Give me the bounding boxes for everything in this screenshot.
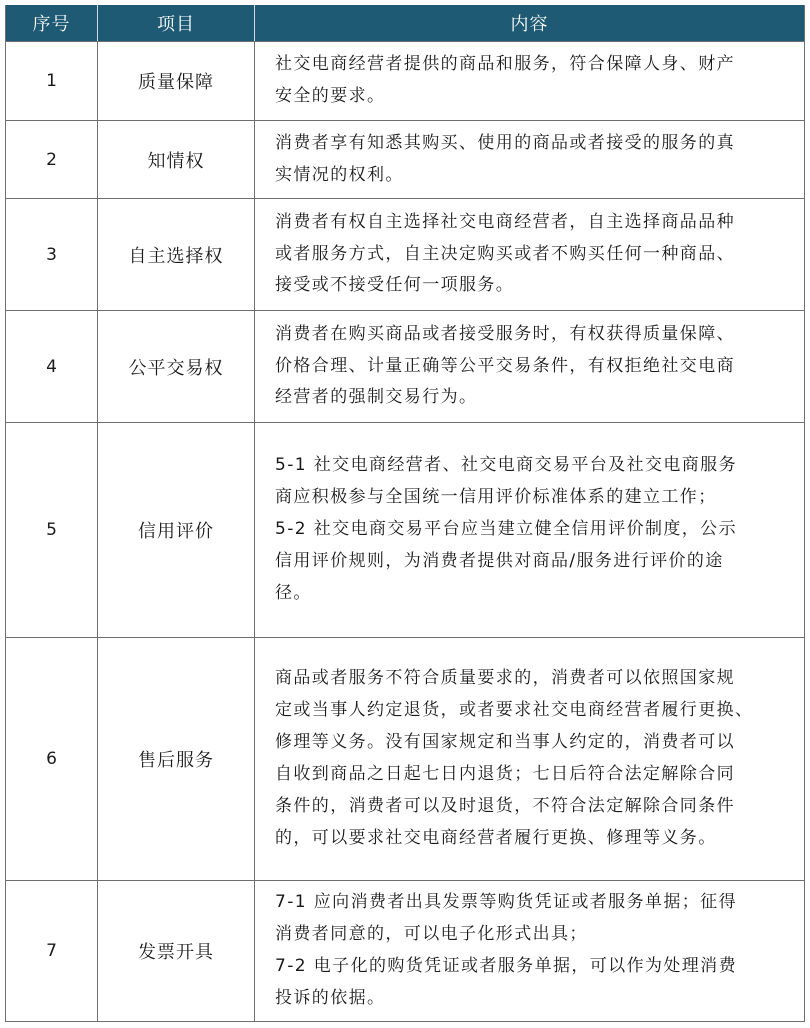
- row-item: 信用评价: [98, 423, 255, 637]
- row-content: 商品或者服务不符合质量要求的，消费者可以依照国家规 定或当事人约定退货，或者要求社交电商经营者履行更换、 修理等义务。没有国家规定和当事人约定的，消费者可以 自收到商品之日起七日内退货；七日后符合法定解除合同 条件的，消费者可以及时退货，不符合法定解除合同条件 的，可以要求社交电商经营者履行更换、修理等义务。: [275, 668, 754, 848]
- table-row: [6, 637, 804, 880]
- table-row: [6, 198, 804, 310]
- header-content: 内容: [510, 14, 549, 35]
- row-content: 5-1 社交电商经营者、社交电商交易平台及社交电商服务 商应积极参与全国统一信用评价标准体系的建立工作； 5-2 社交电商交易平台应当建立健全信用评价制度，公示 信用评价规则，为消费者提供对商品/服务进行评价的途 径。: [275, 455, 737, 603]
- header-no: 序号: [6, 5, 98, 41]
- table-row: [6, 880, 804, 1021]
- row-content: 7-1 应向消费者出具发票等购货凭证或者服务单据；征得 消费者同意的，可以电子化形式出具； 7-2 电子化的购货凭证或者服务单据，可以作为处理消费 投诉的依据。: [275, 892, 737, 1008]
- row-item: 知情权: [98, 121, 255, 198]
- table-header-row: [6, 5, 804, 41]
- rights-table: [5, 5, 805, 1022]
- row-no: 6: [6, 638, 98, 880]
- table-row: [6, 310, 804, 422]
- row-content: 社交电商经营者提供的商品和服务，符合保障人身、财产 安全的要求。: [275, 54, 735, 106]
- row-no: 5: [6, 423, 98, 637]
- row-item: 售后服务: [98, 638, 255, 880]
- row-no: 1: [6, 42, 98, 120]
- row-item: 自主选择权: [98, 199, 255, 310]
- row-content: 消费者有权自主选择社交电商经营者，自主选择商品品种 或者服务方式，自主决定购买或者不购买任何一种商品、 接受或不接受任何一项服务。: [275, 211, 735, 296]
- row-no: 2: [6, 121, 98, 198]
- table-row: [6, 120, 804, 198]
- row-item: 质量保障: [98, 42, 255, 120]
- row-no: 7: [6, 881, 98, 1021]
- table-row: [6, 41, 804, 120]
- row-content: 消费者在购买商品或者接受服务时，有权获得质量保障、 价格合理、计量正确等公平交易条件，有权拒绝社交电商 经营者的强制交易行为。: [275, 323, 735, 408]
- row-content: 消费者享有知悉其购买、使用的商品或者接受的服务的真 实情况的权利。: [275, 132, 735, 185]
- row-item: 公平交易权: [98, 311, 255, 422]
- table-row: [6, 422, 804, 637]
- row-no: 4: [6, 311, 98, 422]
- header-item: 项目: [98, 5, 255, 41]
- row-no: 3: [6, 199, 98, 310]
- row-item: 发票开具: [98, 881, 255, 1021]
